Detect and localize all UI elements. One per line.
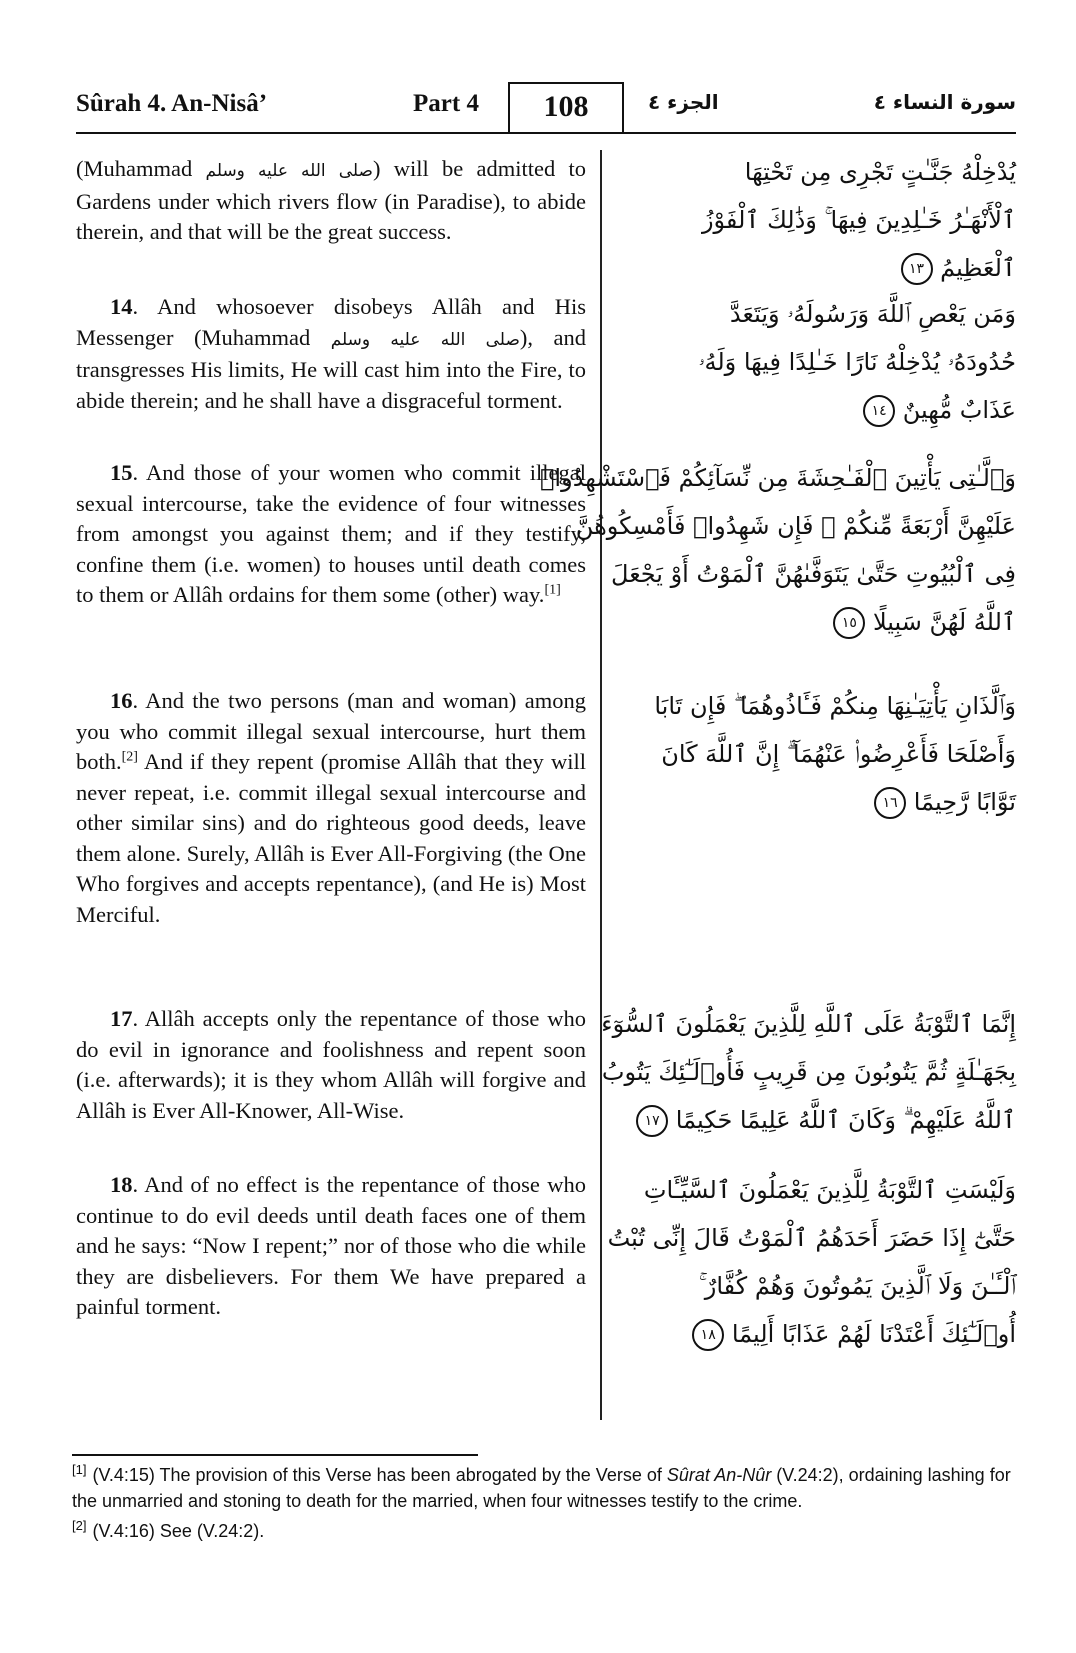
verse-18-translation <box>76 1170 586 1323</box>
footnote-1-text-end: (V.24:2), ordaining lashing for the unmarried and stoning to death for the married, when four witnesses testify to the crime. <box>72 1465 1011 1511</box>
header-rule <box>76 132 1016 134</box>
arabic-line: وَلَيْسَتِ ٱلتَّوْبَةُ لِلَّذِينَ يَعْمَلُونَ ٱلسَّيِّـَٔاتِ <box>643 1176 1016 1204</box>
arabic-line: ٱلْـَٔـٰنَ وَلَا ٱلَّذِينَ يَمُوتُونَ وَهُمْ كُفَّارٌ ۚ <box>698 1272 1016 1300</box>
arabic-line: أُو۟لَـٰٓئِكَ أَعْتَدْنَا لَهُمْ عَذَابًا أَلِيمًا <box>731 1320 1016 1348</box>
verse-14-translation <box>76 292 586 416</box>
footnote-1-surah-name: Sûrat An-Nûr <box>666 1465 772 1485</box>
page-number: 108 <box>543 90 589 123</box>
part-label: Part 4 <box>413 90 479 117</box>
ayah-number-marker: ١٨ <box>692 1319 724 1351</box>
footnote-2-text: (V.4:16) See (V.24:2). <box>92 1521 265 1541</box>
surah-title-en: Sûrah 4. An-Nisâ’ <box>76 90 268 117</box>
verse-16-text-start: . And the two persons (man and woman) among you who commit illegal sexual intercourse, hurt them both. <box>76 688 586 774</box>
verse-15-number: 15 <box>110 460 133 485</box>
ayah-number-marker: ١٣ <box>901 253 933 285</box>
ayah-number-marker: ١٦ <box>874 787 906 819</box>
verse-18-text: . And of no effect is the repentance of those who continue to do evil deeds until death faces one of them and he says: “Now I repent;” nor of those who die while they are disbelievers. For them We have prepared a painful torment. <box>76 1172 586 1319</box>
arabic-line: بِجَهَـٰلَةٍ ثُمَّ يَتُوبُونَ مِن قَرِيبٍ فَأُو۟لَـٰٓئِكَ يَتُوبُ <box>601 1058 1016 1086</box>
ayah-number-marker: ١٥ <box>833 607 865 639</box>
verse-14-number: 14 <box>110 294 133 319</box>
footnote-rule <box>72 1454 478 1456</box>
arabic-line: فِى ٱلْبُيُوتِ حَتَّىٰ يَتَوَفَّىٰهُنَّ ٱلْمَوْتُ أَوْ يَجْعَلَ <box>611 560 1016 588</box>
verse-17-arabic <box>601 1000 1016 1144</box>
verse-14-text-end: ), and transgresses His limits, He will cast him into the Fire, to abide therein; and he shall have a disgraceful torment. <box>76 324 586 413</box>
arabic-line: وَأَصْلَحَا فَأَعْرِضُوا۟ عَنْهُمَآ ۗ إِنَّ ٱللَّهَ كَانَ <box>661 740 1016 768</box>
footnotes <box>72 1462 1016 1548</box>
ayah-number-marker: ١٤ <box>863 395 895 427</box>
footnote-ref-1[interactable]: [1] <box>544 582 561 598</box>
surah-title-ar: سورة النساء ٤ <box>873 90 1016 114</box>
ayah-number-marker: ١٧ <box>636 1105 668 1137</box>
verse-18-arabic <box>607 1166 1016 1358</box>
arabic-line: ٱللَّهُ عَلَيْهِمْ ۗ وَكَانَ ٱللَّهُ عَلِيمًا حَكِيمًا <box>675 1106 1016 1134</box>
arabic-line: وَٱلَّذَانِ يَأْتِيَـٰنِهَا مِنكُمْ فَـَٔاذُوهُمَا ۖ فَإِن تَابَا <box>654 692 1016 720</box>
verse-16-number: 16 <box>110 688 133 713</box>
verse-14-arabic <box>612 290 1016 434</box>
salutation-ar: صلى الله عليه وسلم <box>330 329 520 350</box>
column-divider <box>600 150 602 1420</box>
verse-16-translation <box>76 686 586 930</box>
arabic-line: حُدُودَهُۥ يُدْخِلْهُ نَارًا خَـٰلِدًا فِيهَا وَلَهُۥ <box>698 348 1016 376</box>
footnote-1-text-start: (V.4:15) The provision of this Verse has been abrogated by the Verse of <box>92 1465 667 1485</box>
verse-13-text-start: (Muhammad <box>76 156 206 181</box>
arabic-line: وَٱلَّـٰتِى يَأْتِينَ ٱلْفَـٰحِشَةَ مِن نِّسَآئِكُمْ فَٱسْتَشْهِدُوا۟ <box>540 464 1016 492</box>
footnote-2 <box>72 1518 1016 1544</box>
footnote-1-marker: [1] <box>72 1462 87 1477</box>
arabic-line: تَوَّابًا رَّحِيمًا <box>913 788 1016 816</box>
verse-15-text: . And those of your women who commit illegal sexual intercourse, take the evidence of four witnesses from amongst you against them; and if they testify, confine them (i.e. women) to houses until death comes to them or Allâh ordains for them some (other) way. <box>76 460 586 607</box>
verse-17-text: . Allâh accepts only the repentance of those who do evil in ignorance and foolishness and repent soon (i.e. afterwards); it is they whom Allâh will forgive and Allâh is Ever All-Knower, All-Wise. <box>76 1006 586 1123</box>
arabic-line: عَلَيْهِنَّ أَرْبَعَةً مِّنكُمْ ۖ فَإِن شَهِدُوا۟ فَأَمْسِكُوهُنَّ <box>575 512 1016 540</box>
arabic-line: ٱلْأَنْهَـٰرُ خَـٰلِدِينَ فِيهَا ۚ وَذَٰلِكَ ٱلْفَوْزُ <box>701 206 1016 234</box>
verse-17-translation <box>76 1004 586 1126</box>
arabic-line: إِنَّمَا ٱلتَّوْبَةُ عَلَى ٱللَّهِ لِلَّذِينَ يَعْمَلُونَ ٱلسُّوٓءَ <box>601 1010 1016 1038</box>
arabic-line: ٱللَّهُ لَهُنَّ سَبِيلًا <box>872 608 1016 636</box>
verse-14-text-start: . And whosoever disobeys Allâh and His Messenger (Muhammad <box>76 294 586 350</box>
verse-16-arabic <box>612 682 1016 826</box>
footnote-1 <box>72 1462 1016 1514</box>
arabic-line: حَتَّىٰٓ إِذَا حَضَرَ أَحَدَهُمُ ٱلْمَوْتُ قَالَ إِنِّى تُبْتُ <box>607 1224 1016 1252</box>
page-number-box <box>508 82 624 132</box>
arabic-line: عَذَابٌ مُّهِينٌ <box>902 396 1016 424</box>
verse-18-number: 18 <box>110 1172 133 1197</box>
juz-label-ar: الجزء ٤ <box>648 90 719 114</box>
verse-13-text-end: ) will be admitted to Gardens under which rivers flow (in Paradise), to abide therein, and that will be the great success. <box>76 156 586 244</box>
salutation-ar: صلى الله عليه وسلم <box>205 161 373 181</box>
verse-13-translation <box>76 154 586 248</box>
footnote-ref-2[interactable]: [2] <box>121 749 138 765</box>
arabic-line: يُدْخِلْهُ جَنَّـٰتٍ تَجْرِى مِن تَحْتِهَا <box>744 158 1016 186</box>
verse-15-translation <box>76 458 586 611</box>
arabic-line: وَمَن يَعْصِ ٱللَّهَ وَرَسُولَهُۥ وَيَتَعَدَّ <box>729 300 1016 328</box>
footnote-2-marker: [2] <box>72 1518 87 1533</box>
verse-17-number: 17 <box>110 1006 133 1031</box>
verse-13-arabic <box>612 148 1016 292</box>
verse-15-arabic <box>540 454 1016 646</box>
verse-16-text-end: And if they repent (promise Allâh that they will never repeat, i.e. commit illegal sexual intercourse and other similar sins) and do righteous good deeds, leave them alone. Surely, Allâh is Ever All-Forgiving (the One Who forgives and accepts repentance), (and He is) Most Merciful. <box>76 749 586 927</box>
arabic-line: ٱلْعَظِيمُ <box>940 254 1016 282</box>
page-header <box>76 82 1016 132</box>
